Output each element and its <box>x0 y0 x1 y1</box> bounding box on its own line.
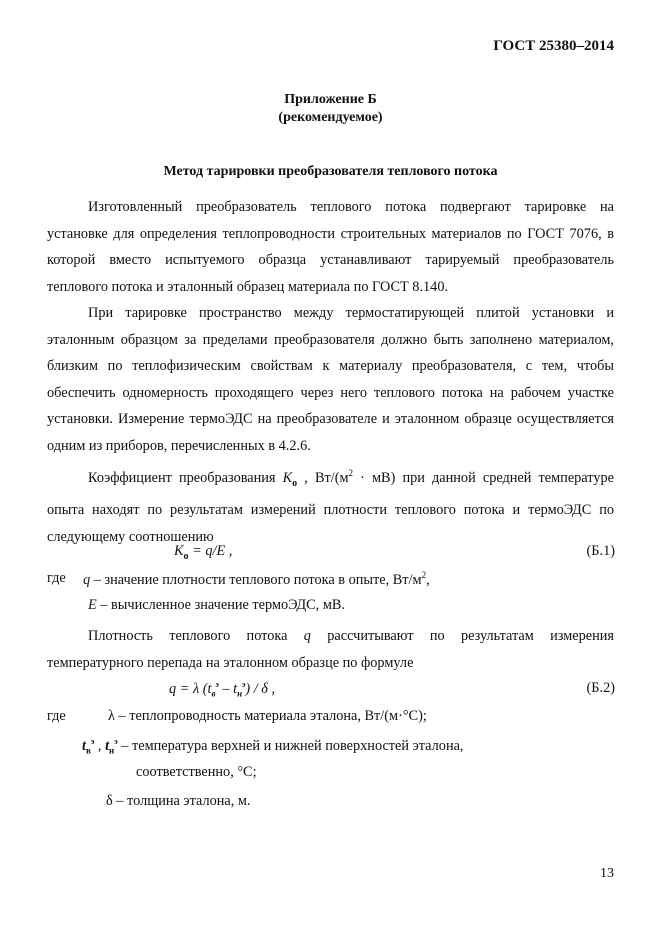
k-symbol: $K_о$ <box>282 469 298 489</box>
page-number: 13 <box>600 866 614 881</box>
formula-b1: $K_о = q/E$ , <box>174 543 233 562</box>
paragraph-3-text-c: · мВ) при данной средней температуре опыта находят по результатам измерений плотности теплового потока и термоЭДС по следующему соотношению <box>47 469 614 545</box>
equation-number-b1: (Б.1) <box>586 543 615 559</box>
appendix-subtitle: (рекомендуемое) <box>278 110 383 125</box>
formula-b2: q = λ $(t_в^э - t_н^э)$ / δ , <box>169 680 276 699</box>
paragraph-4: Плотность теплового потока q рассчитывают по результатам измерения температурного перепада на эталонном образце по формуле <box>47 628 615 671</box>
paragraph-3-text-b: , Вт/(м <box>304 469 349 486</box>
where-1: где <box>47 570 66 586</box>
paragraph-3 <box>47 460 614 550</box>
paragraph-1: Изготовленный преобразователь теплового потока подвергают тарировке на установке для определения теплопроводности строительных материалов по ГОСТ 7076, в которой вместо испытуемого образца устанавливают тарируемый преобразователь теплового потока и эталонный образец материала по ГОСТ 8.140. <box>47 199 614 295</box>
lambda-definition: λ – теплопроводность материала эталона, Вт/(м·°С); <box>108 708 427 724</box>
appendix-title: Приложение Б <box>284 92 377 107</box>
paragraph-3-text-a: Коэффициент преобразования <box>88 469 276 486</box>
document-code: ГОСТ 25380–2014 <box>493 38 614 54</box>
equation-number-b2: (Б.2) <box>586 680 615 696</box>
q-symbol: q <box>303 628 311 644</box>
method-title: Метод тарировки преобразователя теплового потока <box>163 164 498 179</box>
paragraph-2: При тарировке пространство между термостатирующей плитой установки и эталонным образцом за пределами преобразователя должно быть заполнено материалом, близким по теплофизическим свойствам к материалу преобразователя, с тем, чтобы обеспечить одномерность проходящего через него теплового потока на рабочем участке установки. Измерение термоЭДС на преобразователе и эталонном образце осуществляется одним из приборов, перечисленных в 4.2.6. <box>47 305 614 454</box>
e-definition: E – вычисленное значение термоЭДС, мВ. <box>88 597 345 613</box>
temperature-definition-cont: соответственно, °С; <box>136 764 257 780</box>
where-2: где <box>47 708 66 724</box>
temperature-definition: $t_в^э$ , $t_н^э$ – температура верхней и нижней поверхностей эталона, <box>82 737 464 756</box>
units-superscript: 2 <box>348 468 354 478</box>
delta-definition: δ – толщина эталона, м. <box>106 793 251 809</box>
q-definition: q – значение плотности теплового потока в опыте, $Вт/м^2$, <box>83 570 430 588</box>
